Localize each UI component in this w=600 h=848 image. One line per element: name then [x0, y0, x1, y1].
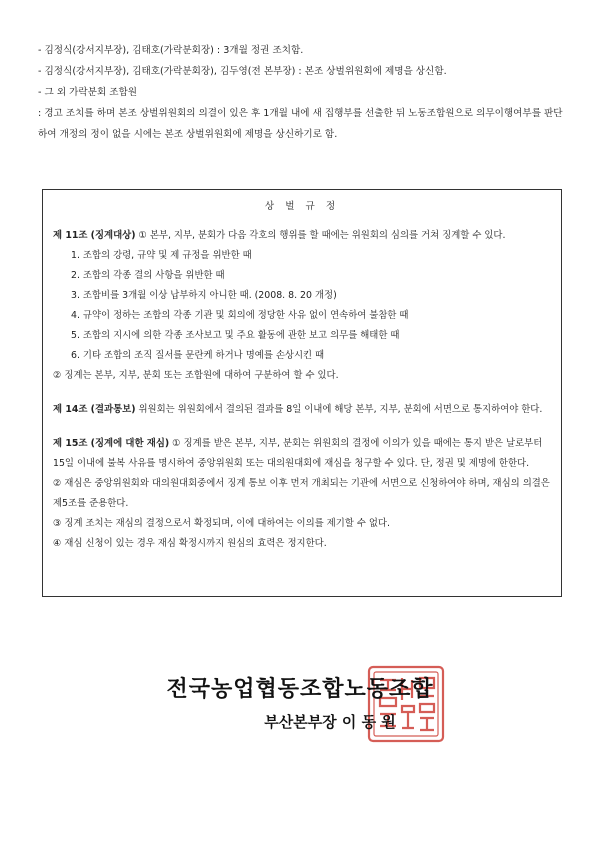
article-11-clause-2: ② 징계는 본부, 지부, 분회 또는 조합원에 대하여 구분하여 할 수 있다. [53, 370, 339, 381]
article-15 [53, 434, 551, 474]
signer-name: 부산본부장 이 동 원 [264, 713, 396, 731]
article-11-text: ① 본부, 지부, 분회가 다음 각호의 행위를 할 때에는 위원회의 심의를 거쳐 징계할 수 있다. [135, 230, 506, 241]
article-15-clause: ④ 재심 신청이 있는 경우 재심 확정시까지 원심의 효력은 정지한다. [53, 538, 327, 549]
article-11-heading: 제 11조 (징계대상) [53, 230, 136, 241]
organization-name: 전국농업협동조합노동조합 [166, 676, 434, 702]
rules-title: 상 벌 규 정 [264, 201, 340, 212]
article-15-text: ① 징계를 받은 본부, 지부, 분회는 위원회의 결정에 이의가 있을 때에는 통지 받은 날로부터 15일 이내에 불복 사유를 명시하여 중앙위원회 또는 대의원대회에 재심을 청구할 수 있다. 단, 정권 및 제명에 한한다. [53, 438, 543, 469]
article-14 [53, 400, 551, 420]
article-14-heading: 제 14조 (결과통보) [53, 404, 136, 415]
article-11-item: 1. 조합의 강령, 규약 및 제 규정을 위반한 때 [71, 250, 252, 261]
intro-line-1: - 김정식(강서지부장), 김태호(가락분회장) : 3개월 정권 조치함. [38, 45, 304, 56]
article-15-clause: ② 재심은 중앙위원회와 대의원대회중에서 징계 통보 이후 먼저 개최되는 기관에 서면으로 신청하여야 하며, 재심의 의결은 제5조를 준용한다. [53, 478, 550, 509]
intro-line-2: - 김정식(강서지부장), 김태호(가락분회장), 김두영(전 본부장) : 본조 상벌위원회에 제명을 상신함. [38, 66, 447, 77]
rules-box [42, 189, 562, 597]
article-11-item: 3. 조합비를 3개월 이상 납부하지 아니한 때. (2008. 8. 20 개정) [71, 290, 337, 301]
article-15-heading: 제 15조 (징계에 대한 재심) [53, 438, 170, 449]
article-11-item: 4. 규약이 정하는 조합의 각종 기관 및 회의에 정당한 사유 없이 연속하여 불참한 때 [71, 310, 409, 321]
article-11 [53, 226, 551, 246]
intro-line-3: - 그 외 가락분회 조합원 [38, 87, 138, 98]
article-11-item: 5. 조합의 지시에 의한 각종 조사보고 및 주요 활동에 관한 보고 의무를 해태한 때 [71, 330, 400, 341]
article-14-text: 위원회는 위원회에서 결의된 결과를 8일 이내에 해당 본부, 지부, 분회에 서면으로 통지하여야 한다. [135, 404, 543, 415]
intro-section [38, 40, 568, 145]
article-11-item: 2. 조합의 각종 결의 사항을 위반한 때 [71, 270, 225, 281]
intro-note: : 경고 조치를 하며 본조 상벌위원회의 의결이 있은 후 1개월 내에 새 집행부를 선출한 뒤 노동조합원으로 의무이행여부를 판단하여 개정의 정이 없을 시에는 본조 상벌위원회에 제명을 상신하기로 함. [38, 108, 563, 140]
article-15-clause: ③ 징계 조치는 재심의 결정으로서 확정되며, 이에 대하여는 이의를 제기할 수 없다. [53, 518, 390, 529]
article-11-item: 6. 기타 조합의 조직 질서를 문란케 하거나 명예를 손상시킨 때 [71, 350, 325, 361]
